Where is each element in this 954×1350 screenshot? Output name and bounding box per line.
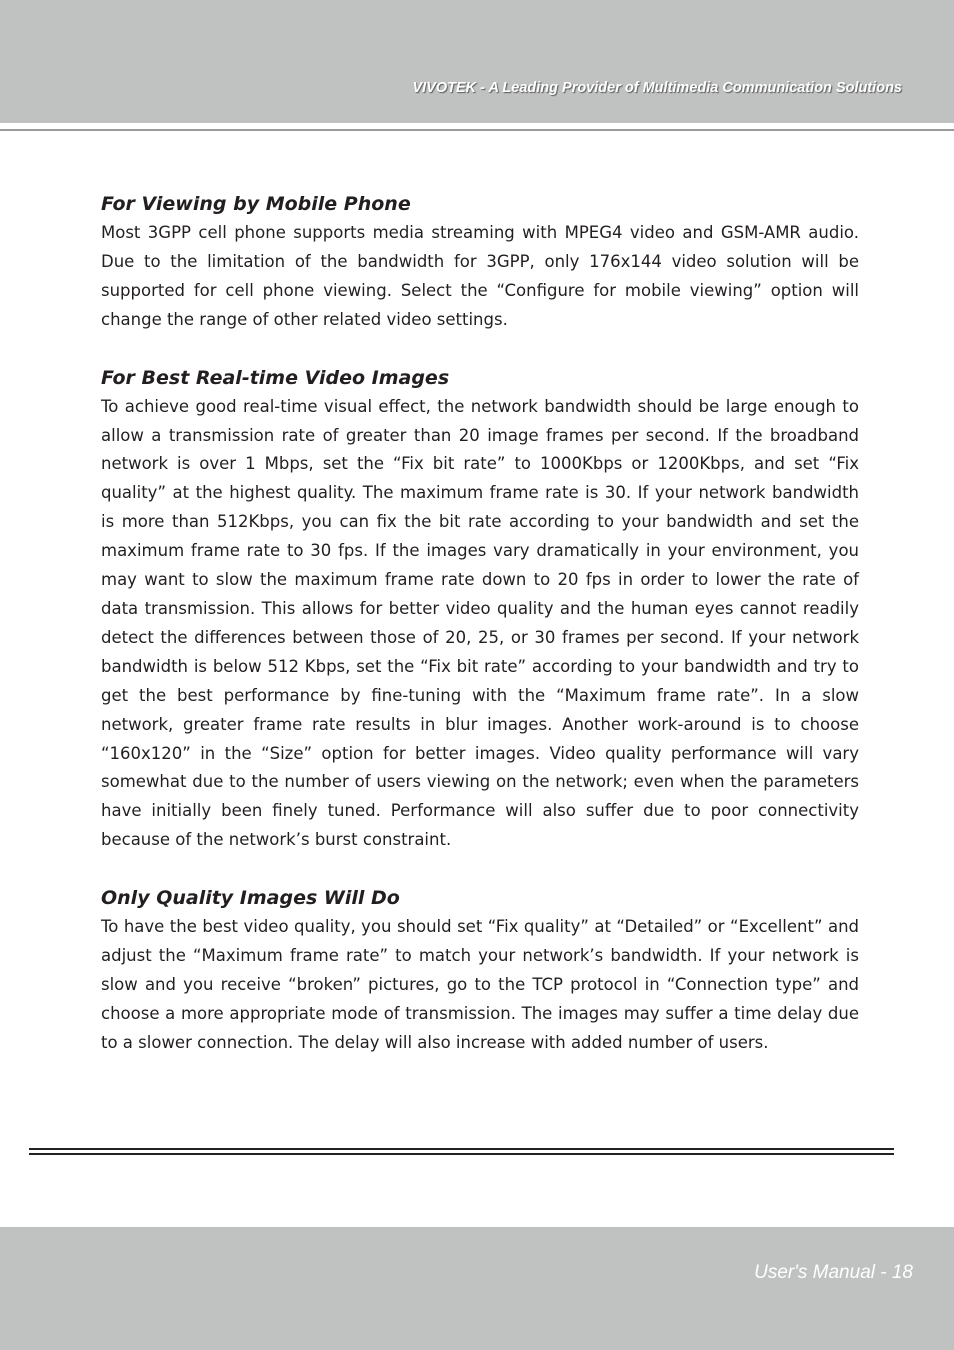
header-title: VIVOTEK - A Leading Provider of Multimedia Communication Solutions xyxy=(412,80,902,96)
footer-rule-bottom xyxy=(29,1153,894,1155)
section-realtime-video xyxy=(101,363,859,856)
section-heading: For Viewing by Mobile Phone xyxy=(101,193,411,215)
section-body: Most 3GPP cell phone supports media streaming with MPEG4 video and GSM-AMR audio. Due to the limitation of the bandwidth for 3GPP, only 176x144 video solution will be supported for cell phone viewing. Select the “Configure for mobile viewing” option will change the range of other related video settings. xyxy=(101,223,859,329)
main-content xyxy=(101,189,859,1058)
section-body: To achieve good real-time visual effect, the network bandwidth should be large enough to allow a transmission rate of greater than 20 image frames per second. If the broadband network is over 1 Mbps, set the “Fix bit rate” to 1000Kbps or 1200Kbps, and set “Fix quality” at the highest quality. The maximum frame rate is 30. If your network bandwidth is more than 512Kbps, you can fix the bit rate according to your bandwidth and set the maximum frame rate to 30 fps. If the images vary dramatically in your environment, you may want to slow the maximum frame rate down to 20 fps in order to lower the rate of data transmission. This allows for better video quality and the human eyes cannot readily detect the differences between those of 20, 25, or 30 frames per second. If your network bandwidth is below 512 Kbps, set the “Fix bit rate” according to your bandwidth and try to get the best performance by fine-tuning with the “Maximum frame rate”. In a slow network, greater frame rate results in blur images. Another work-around is to choose “160x120” in the “Size” option for better images. Video quality performance will vary somewhat due to the number of users viewing on the network; even when the parameters have initially been finely tuned. Performance will also suffer due to poor connectivity because of the network’s burst constraint. xyxy=(101,396,859,850)
section-body: To have the best video quality, you should set “Fix quality” at “Detailed” or “Excellent” and adjust the “Maximum frame rate” to match your network’s bandwidth. If your network is slow and you receive “broken” pictures, go to the TCP protocol in “Connection type” and choose a more appropriate mode of transmission. The images may suffer a time delay due to a slower connection. The delay will also increase with added number of users. xyxy=(101,917,859,1052)
section-quality-images xyxy=(101,883,859,1058)
header-band xyxy=(0,0,954,123)
footer-band xyxy=(0,1227,954,1350)
header-divider xyxy=(0,129,954,131)
footer-rule-top xyxy=(29,1148,894,1150)
section-heading: For Best Real-time Video Images xyxy=(101,366,450,389)
page-number: User's Manual - 18 xyxy=(754,1262,913,1283)
section-heading: Only Quality Images Will Do xyxy=(101,887,400,910)
section-mobile-viewing xyxy=(101,189,859,335)
